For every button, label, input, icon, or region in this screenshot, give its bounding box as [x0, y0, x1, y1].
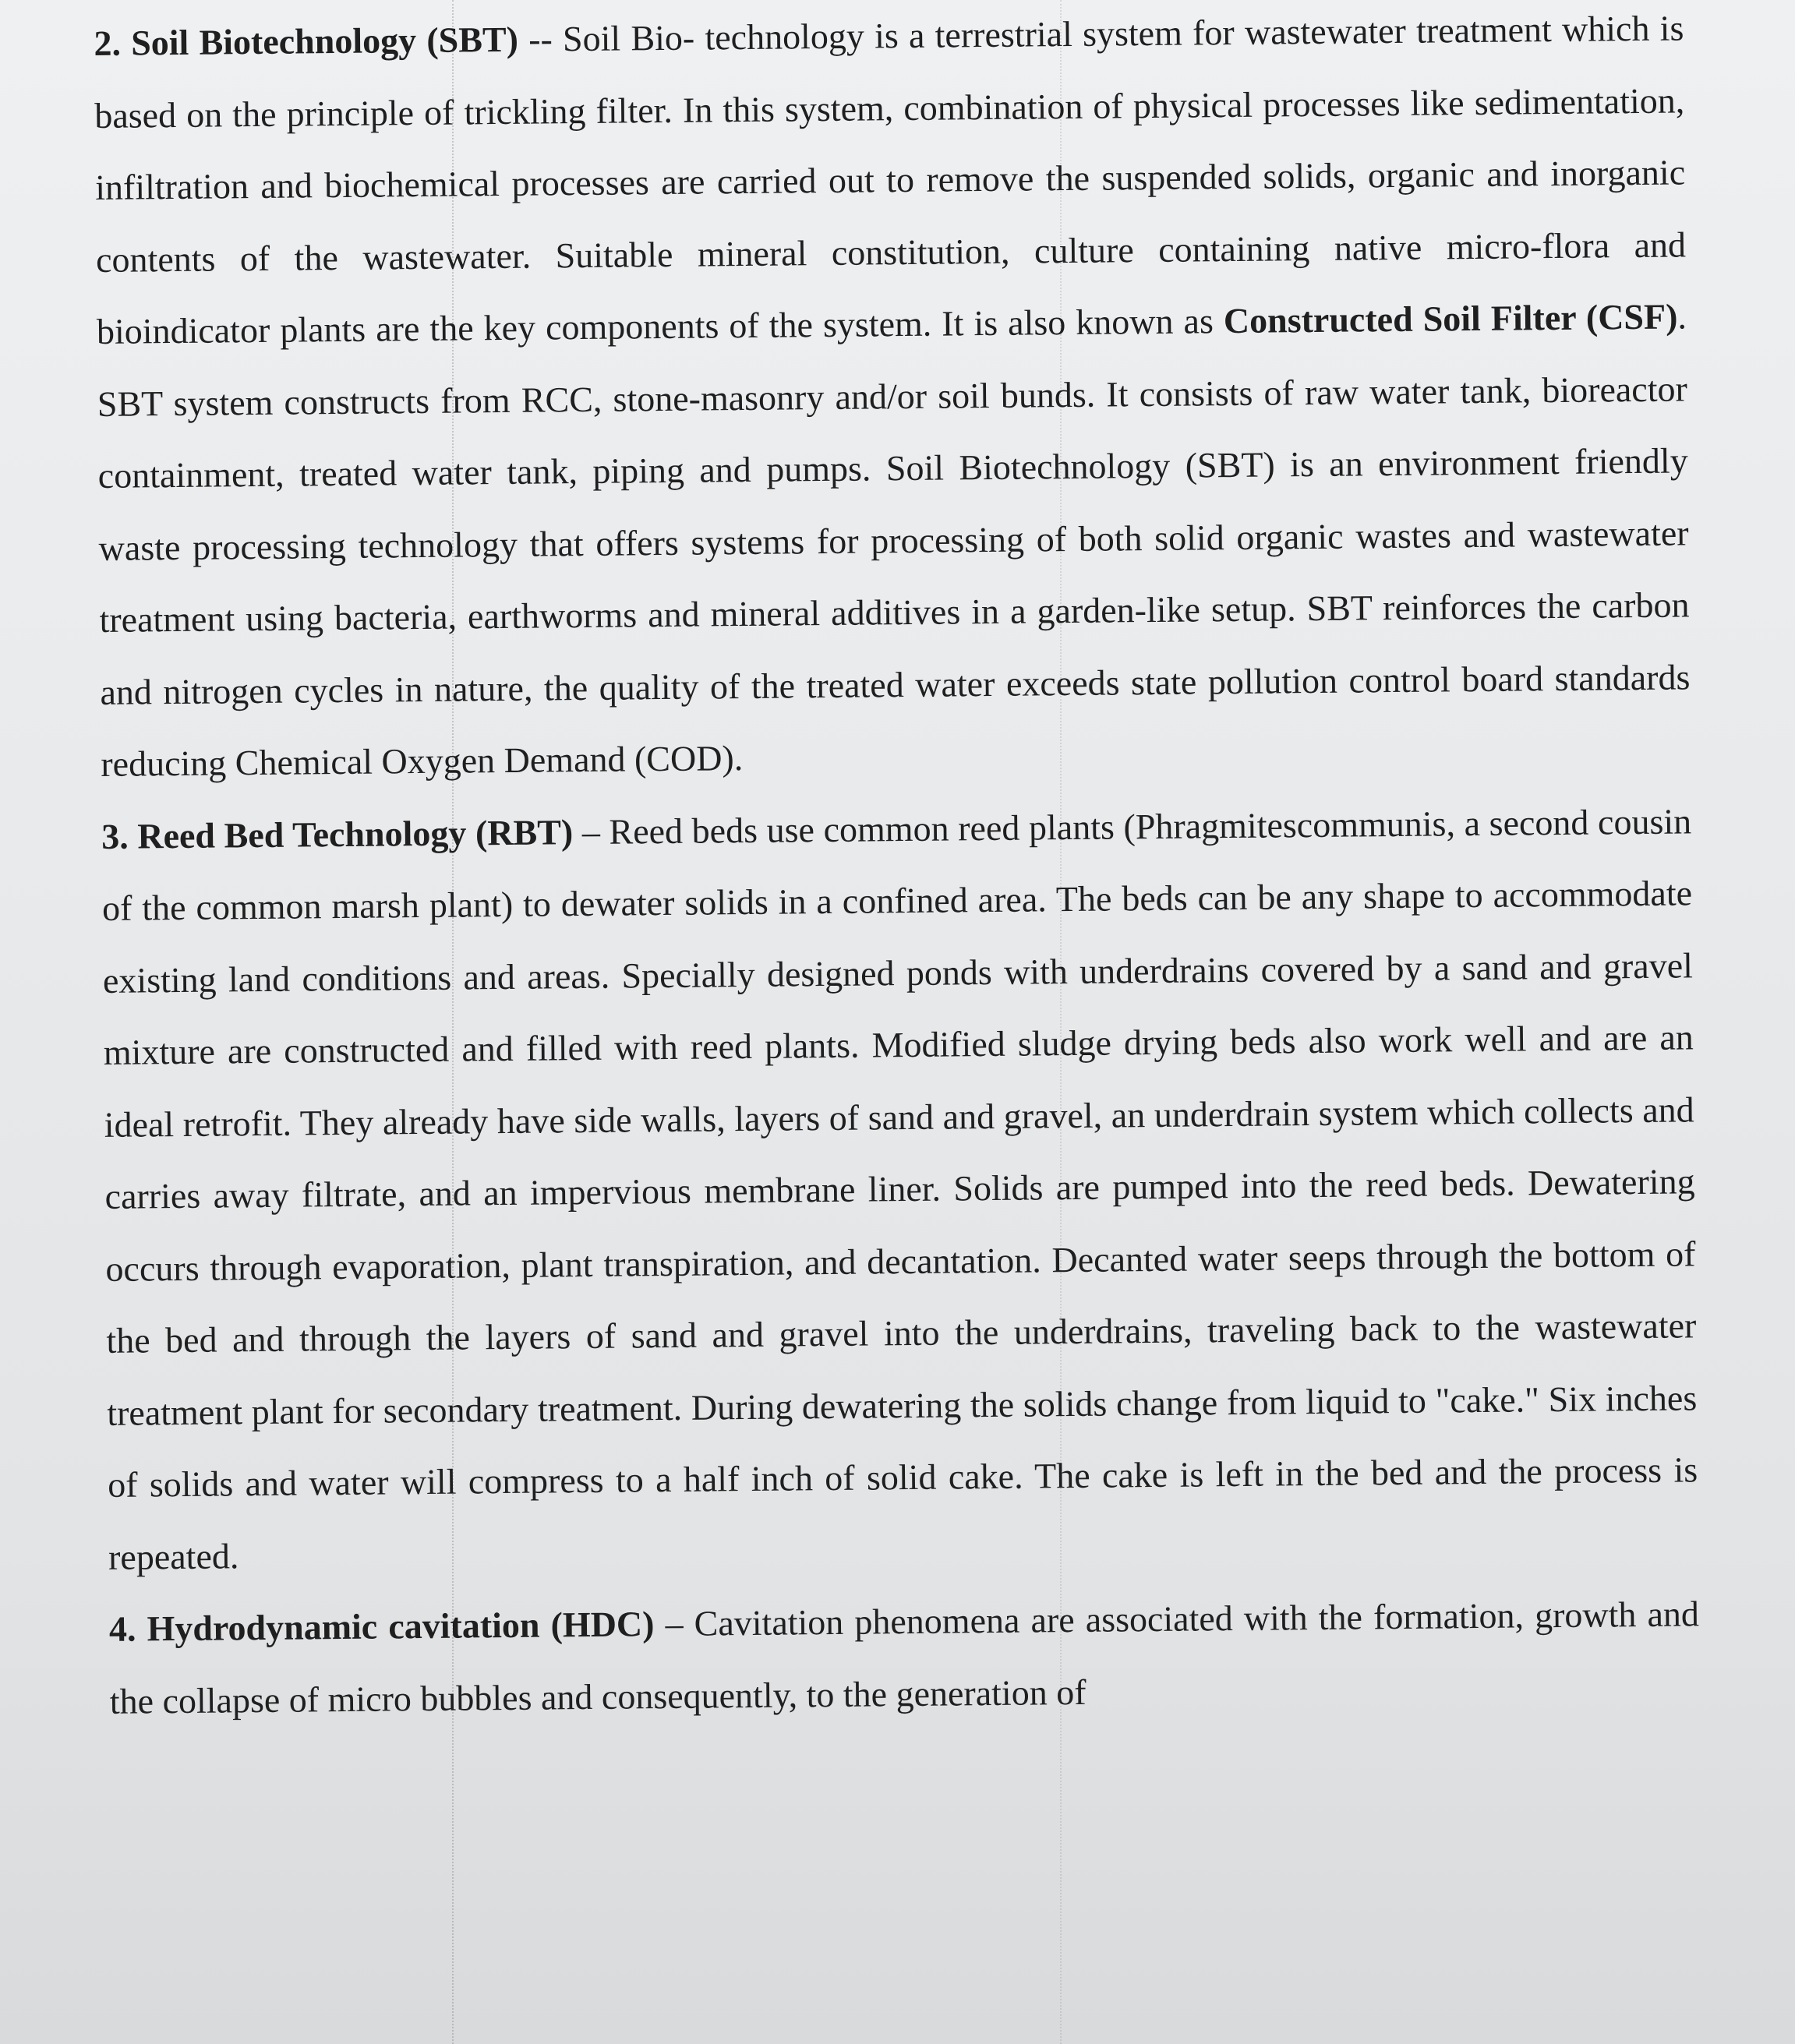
- section-heading: 3. Reed Bed Technology (RBT): [101, 811, 574, 856]
- document-text: [94, 0, 1700, 1738]
- bold-term: Constructed Soil Filter (CSF): [1223, 296, 1678, 341]
- section-heading: 4. Hydrodynamic cavitation (HDC): [108, 1604, 655, 1649]
- section-reed-bed-technology: [101, 785, 1699, 1594]
- section-text: – Reed beds use common reed plants (Phragmitescommunis, a second cousin of the common marsh plant) to dewater solids in a confined area. The beds can be any shape to accommodate existing land conditions and areas. Specially designed ponds with underdrains covered by a sand and gravel mixture are constructed and filled with reed plants. Modified sludge drying beds also work well and are an ideal retrofit. They already have side walls, layers of sand and gravel, an underdrain system which collects and carries away filtrate, and an impervious membrane liner. Solids are pumped into the reed beds. Dewatering occurs through evaporation, plant transpiration, and decantation. Decanted water seeps through the bottom of the bed and through the layers of sand and gravel into the underdrains, traveling back to the wastewater treatment plant for secondary treatment. During dewatering the solids change from liquid to "cake." Six inches of solids and water will compress to a half inch of solid cake. The cake is left in the bed and the process is repeated.: [101, 800, 1698, 1577]
- section-text: -- Soil Bio- technology is a terrestrial system for wastewater treatment which is based on the principle of trickling filter. In this system, combination of physical processes like sedimentation, infiltration and biochemical processes are carried out to remove the suspended solids, organic and inorganic contents of the wastewater. Suitable mineral constitution, culture containing native micro-flora and bioindicator plants are the key components of the system. It is also known as: [94, 8, 1687, 351]
- section-hydrodynamic-cavitation: [109, 1578, 1701, 1738]
- section-text: – Cavitation phenomena are associated with the formation, growth and the collapse of micro bubbles and consequently, to the generation of: [109, 1594, 1700, 1721]
- section-text: . SBT system constructs from RCC, stone-masonry and/or soil bunds. It consists of raw water tank, bioreactor containment, treated water tank, piping and pumps. Soil Biotechnology (SBT) is an environment friendly waste processing technology that offers systems for processing of both solid organic wastes and wastewater treatment using bacteria, earthworms and mineral additives in a garden-like setup. SBT reinforces the carbon and nitrogen cycles in nature, the quality of the treated water exceeds state pollution control board standards reducing Chemical Oxygen Demand (COD).: [97, 296, 1691, 784]
- section-heading: 2. Soil Biotechnology (SBT): [94, 19, 519, 63]
- section-soil-biotechnology: [94, 0, 1691, 800]
